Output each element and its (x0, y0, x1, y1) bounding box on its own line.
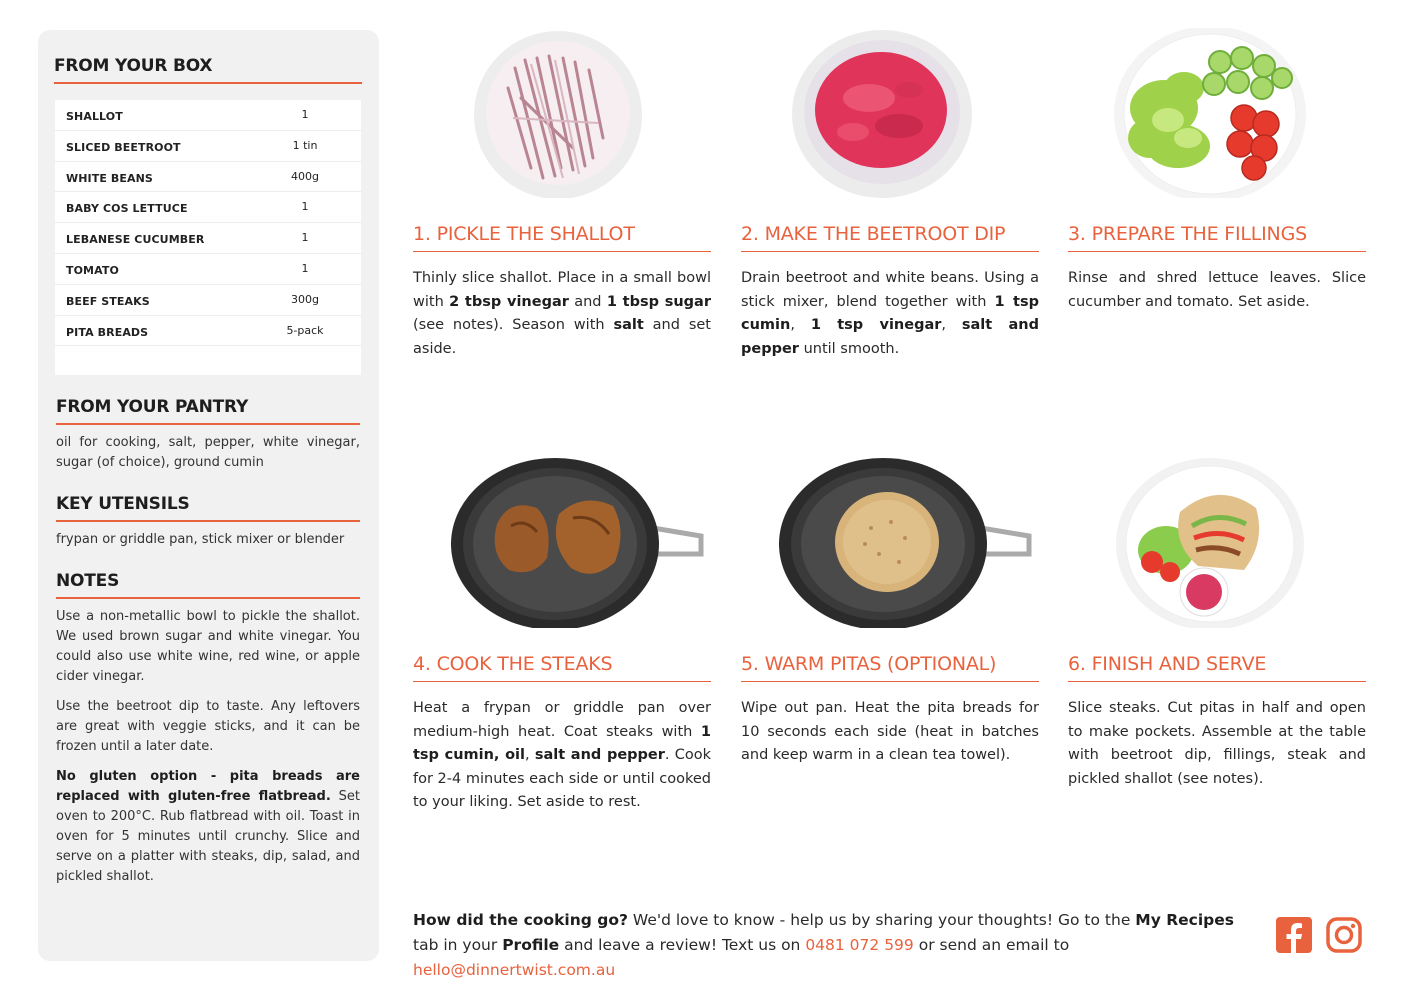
note-bold: No gluten option - pita breads are replaced with gluten-free flatbread. (56, 769, 360, 804)
ingredient-name: BEEF STEAKS (66, 294, 150, 308)
heading-rule (56, 520, 360, 522)
ingredient-row (55, 162, 361, 193)
ingredient-name: PITA BREADS (66, 325, 149, 339)
step-instructions (1068, 697, 1366, 791)
ingredient-row (55, 285, 361, 316)
ingredient-qty: 400g (291, 169, 319, 183)
ingredient-name: WHITE BEANS (66, 171, 153, 185)
beetroot-dip-image (741, 28, 1039, 198)
step-photo (1068, 458, 1366, 628)
step-title: 3. PREPARE THE FILLINGS (1068, 223, 1366, 252)
pita-pan-image (741, 458, 1039, 628)
step-title: 1. PICKLE THE SHALLOT (413, 223, 711, 252)
ingredients-table (55, 100, 361, 375)
instruction-text: Rinse and shred lettuce leaves. Slice cucumber and tomato. Set aside. (1068, 270, 1366, 310)
instagram-icon[interactable] (1326, 917, 1362, 953)
note-text: Set oven to 200°C. Rub flatbread with oil. Toast in oven for 5 minutes until crunchy. Slice and serve on a platter with steaks, dip, salad, and pickled shallot. (56, 789, 360, 884)
instruction-bold: salt (613, 317, 644, 333)
footer-bold: Profile (502, 936, 560, 954)
step-photo (1068, 28, 1366, 198)
shallot-bowl-image (413, 28, 711, 198)
notes-section (56, 571, 360, 887)
ingredient-row (55, 100, 361, 131)
step-photo (413, 458, 711, 628)
footer-text: We'd love to know - help us by sharing your thoughts! Go to the (627, 911, 1136, 929)
instruction-text: Slice steaks. Cut pitas in half and open to make pockets. Assemble at the table with beetroot dip, fillings, steak and pickled shallot (see notes). (1068, 700, 1366, 787)
instruction-text: Wipe out pan. Heat the pita breads for 10 seconds each side (heat in batches and keep warm in a clean tea towel). (741, 700, 1039, 763)
utensils-text: frypan or griddle pan, stick mixer or blender (56, 532, 345, 547)
instruction-text: and set aside. (413, 317, 711, 357)
footer-text: or send an email to (913, 936, 1070, 954)
heading-rule (54, 82, 362, 84)
steaks-pan-image (413, 458, 711, 628)
ingredient-name: LEBANESE CUCUMBER (66, 233, 205, 247)
facebook-icon[interactable] (1276, 917, 1312, 953)
note-paragraph (56, 767, 360, 887)
email-link[interactable]: hello@dinnertwist.com.au (413, 961, 616, 979)
step-photo (741, 28, 1039, 198)
ingredient-qty: 1 (301, 231, 309, 245)
footer-bold: My Recipes (1135, 911, 1234, 929)
instruction-text: Heat a frypan or griddle pan over medium-high heat. Coat steaks with (413, 700, 711, 740)
instruction-bold: salt and pepper (741, 317, 1040, 357)
ingredient-qty: 1 (301, 261, 309, 275)
ingredient-qty: 1 (301, 200, 309, 214)
instruction-text: , (941, 317, 962, 333)
ingredient-qty: 1 tin (292, 138, 318, 152)
step-photo (413, 28, 711, 198)
ingredient-row (55, 131, 361, 162)
instruction-bold: 1 tsp cumin (741, 293, 1039, 333)
pantry-section (56, 397, 360, 473)
footer-question: How did the cooking go? (413, 911, 628, 929)
instruction-text: (see notes). Season with (413, 317, 614, 333)
ingredient-name: BABY COS LETTUCE (66, 202, 188, 216)
notes-heading: NOTES (56, 571, 120, 591)
pita-pockets-image (1068, 458, 1366, 628)
pantry-text: oil for cooking, salt, pepper, white vinegar, sugar (of choice), ground cumin (56, 435, 360, 470)
instruction-bold: 1 tsp vinegar (810, 317, 942, 333)
ingredient-name: TOMATO (66, 263, 119, 277)
step-instructions (413, 267, 711, 361)
ingredient-qty: 1 (301, 108, 309, 121)
step-instructions (413, 697, 711, 815)
step-title: 5. WARM PITAS (OPTIONAL) (741, 653, 1039, 682)
instruction-text: and (568, 293, 607, 310)
footer-text: tab in your (413, 936, 503, 954)
instruction-text: , (790, 317, 811, 333)
instruction-text: . Cook for 2-4 minutes each side or until cooked to your liking. Set aside to rest. (413, 747, 711, 810)
note-paragraph: Use the beetroot dip to taste. Any leftovers are great with veggie sticks, and it can be frozen until a later date. (56, 699, 360, 754)
ingredients-sidebar (38, 30, 379, 961)
step-photo (741, 458, 1039, 628)
step-instructions (741, 697, 1039, 768)
ingredient-row (55, 254, 361, 285)
instruction-bold: 2 tbsp vinegar (449, 293, 569, 310)
instruction-bold: 1 tbsp sugar (606, 293, 711, 310)
instruction-bold: salt and pepper (534, 747, 665, 763)
step-title: 4. COOK THE STEAKS (413, 653, 711, 682)
ingredient-qty: 5-pack (286, 323, 324, 337)
heading-rule (56, 423, 360, 425)
step-title: 6. FINISH AND SERVE (1068, 653, 1366, 682)
instruction-text: Drain beetroot and white beans. Using a stick mixer, blend together with (741, 270, 1039, 310)
phone-link[interactable]: 0481 072 599 (805, 936, 914, 954)
ingredient-row (55, 316, 361, 347)
utensils-heading: KEY UTENSILS (56, 494, 190, 514)
from-box-heading: FROM YOUR BOX (54, 56, 213, 76)
heading-rule (56, 597, 360, 599)
ingredient-row (55, 192, 361, 223)
instruction-text: , (525, 747, 535, 763)
ingredient-name: SLICED BEETROOT (66, 140, 181, 154)
instruction-text: until smooth. (798, 340, 900, 357)
step-title: 2. MAKE THE BEETROOT DIP (741, 223, 1039, 252)
ingredient-row (55, 223, 361, 254)
step-instructions (1068, 267, 1366, 314)
from-box-section (54, 56, 362, 84)
feedback-footer (413, 908, 1263, 983)
pantry-heading: FROM YOUR PANTRY (56, 397, 249, 417)
step-instructions (741, 267, 1039, 361)
utensils-section (56, 494, 360, 550)
instruction-bold: 1 tsp cumin, oil (413, 723, 711, 763)
ingredient-name: SHALLOT (66, 110, 123, 123)
ingredient-qty: 300g (291, 292, 319, 306)
footer-text: and leave a review! Text us on (559, 936, 806, 954)
note-paragraph: Use a non-metallic bowl to pickle the shallot. We used brown sugar and white vinegar. You could also use white wine, red wine, or apple cider vinegar. (56, 609, 360, 684)
instruction-text: Thinly slice shallot. Place in a small bowl with (413, 270, 711, 310)
salad-plate-image (1068, 28, 1366, 198)
